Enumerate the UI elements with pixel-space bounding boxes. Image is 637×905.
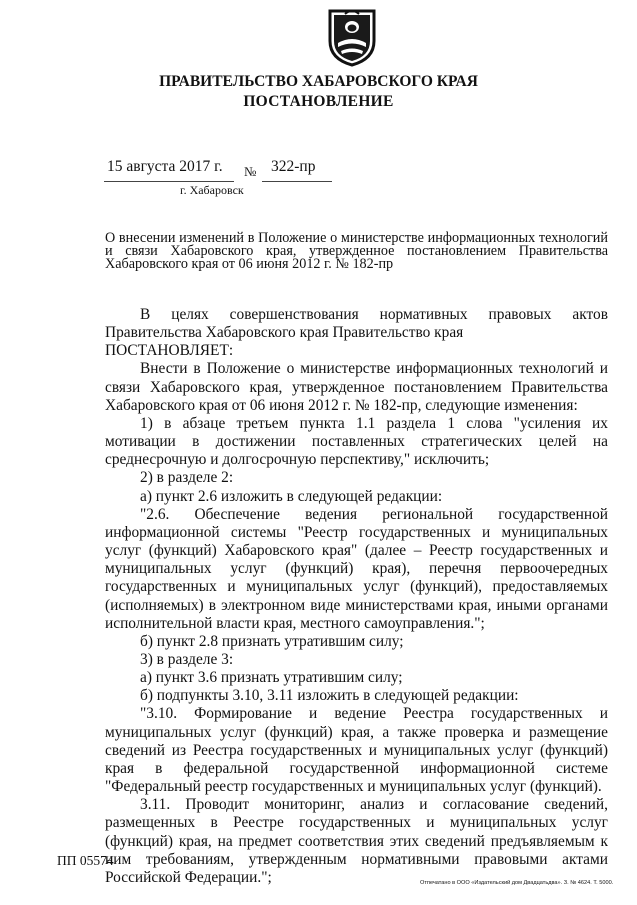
body-paragraph: а) пункт 3.6 признать утратившим силу; xyxy=(140,669,403,687)
resolves-heading: ПОСТАНОВЛЯЕТ: xyxy=(105,342,234,360)
body-paragraph: а) пункт 2.6 изложить в следующей редакции: xyxy=(140,487,443,505)
document-body xyxy=(105,306,608,887)
city: г. Хабаровск xyxy=(180,183,244,197)
government-title: ПРАВИТЕЛЬСТВО ХАБАРОВСКОГО КРАЯ xyxy=(159,73,478,90)
number-sign: № xyxy=(244,164,257,179)
date-underline xyxy=(104,181,234,182)
document-date: 15 августа 2017 г. xyxy=(107,158,223,175)
body-paragraph: б) пункт 2.8 признать утратившим силу; xyxy=(140,632,404,650)
coat-of-arms-emblem xyxy=(325,7,379,67)
preamble-paragraph: В целях совершенствования нормативных правовых актов Правительства Хабаровского края Правительство края xyxy=(105,306,608,342)
body-paragraph: 3.11. Проводит мониторинг, анализ и согласование сведений, размещенных в Реестре государственных и муниципальных услуг (функций) края, на предмет соответствия этих сведений предъявляемым к ним требованиям, утвержденным нормативными правовыми актами Российской Федерации."; xyxy=(105,796,608,886)
body-paragraph: 1) в абзаце третьем пункта 1.1 раздела 1 слова "усиления их мотивации в достижении поставленных стратегических целей на среднесрочную и долгосрочную перспективу," исключить; xyxy=(105,414,608,469)
document-number: 322-пр xyxy=(271,158,316,175)
document-subject: О внесении изменений в Положение о министерстве информационных технологий и связи Хабаровского края, утвержденное постановлением Правительства Хабаровского края от 06 июня 2012 г. № 182-пр xyxy=(105,230,608,272)
number-underline xyxy=(262,181,332,182)
body-paragraph: "3.10. Формирование и ведение Реестра государственных и муниципальных услуг (функций) края, а также проверка и размещение сведений из Реестра государственных и муниципальных услуг (функций) края в федеральной государственной информационной системе "Федеральный реестр государственных и муниципальных услуг (функций). xyxy=(105,705,608,796)
body-paragraph: "2.6. Обеспечение ведения региональной государственной информационной системы "Реестр государственных и муниципальных услуг (функций) Хабаровского края" (далее – Реестр государственных и муниципальных услуг (функций) края), перечня первоочередных государственных и муниципальных услуг (функций), предоставляемых (исполняемых) в электронном виде министерствами края, иными органами исполнительной власти края, местного самоуправления."; xyxy=(105,505,608,632)
body-paragraph: 3) в разделе 3: xyxy=(140,650,234,668)
body-paragraph: Внести в Положение о министерстве информационных технологий и связи Хабаровского края, утвержденное постановлением Правительства Хабаровского края от 06 июня 2012 г. № 182-пр, следующие изменения: xyxy=(105,360,608,414)
document-code: ПП 05574 xyxy=(57,853,114,868)
print-imprint: Отпечатано в ООО «Издательский дом Двадцатьдва». З. № 4624. Т. 5000. xyxy=(420,880,614,886)
body-paragraph: б) подпункты 3.10, 3.11 изложить в следующей редакции: xyxy=(140,687,519,705)
body-paragraph: 2) в разделе 2: xyxy=(140,469,234,487)
document-type: ПОСТАНОВЛЕНИЕ xyxy=(243,93,394,110)
